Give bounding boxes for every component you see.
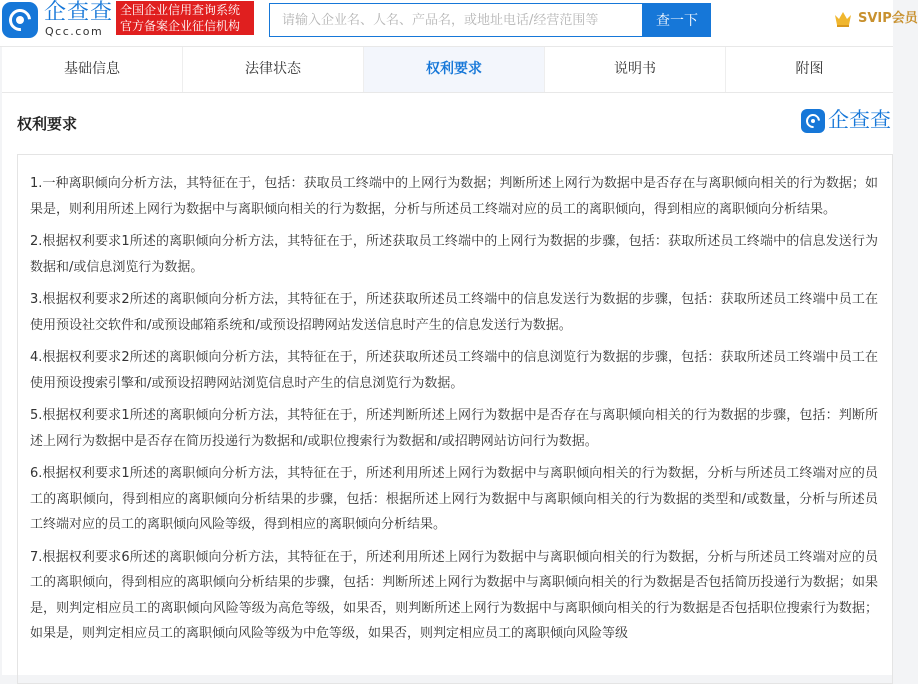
claim-item: 1.一种离职倾向分析方法，其特征在于，包括：获取员工终端中的上网行为数据；判断所述上网行为数据中是否存在与离职倾向相关的行为数据；如果是，则利用所述上网行为数据中与离职倾向相关的行为数据，分析与所述员工终端对应的员工的离职倾向，得到相应的离职倾向分析结果。 — [30, 176, 878, 217]
svip-link[interactable]: SVIP会员 — [858, 11, 918, 26]
claims-panel — [2, 93, 893, 675]
watermark-text: 企查查 — [828, 108, 891, 132]
search-input[interactable] — [269, 3, 643, 37]
qcc-logo-icon[interactable] — [2, 2, 38, 38]
slogan-badge — [116, 1, 254, 35]
search-button[interactable]: 查一下 — [643, 3, 711, 37]
slogan-line-1: 全国企业信用查询系统 — [120, 3, 241, 17]
top-header — [0, 0, 918, 47]
section-title: 权利要求 — [17, 115, 78, 133]
tab-drawings[interactable]: 附图 — [795, 61, 824, 77]
crown-icon[interactable] — [834, 11, 852, 27]
claim-item: 4.根据权利要求2所述的离职倾向分析方法，其特征在于，所述获取所述员工终端中的信息浏览行为数据的步骤，包括：获取所述员工终端中员工在使用预设搜索引擎和/或预设招聘网站浏览信息时产生的信息浏览行为数据。 — [30, 350, 878, 391]
tab-description[interactable]: 说明书 — [545, 47, 726, 92]
qcc-watermark-icon — [801, 109, 825, 133]
claim-item: 3.根据权利要求2所述的离职倾向分析方法，其特征在于，所述获取所述员工终端中的信息发送行为数据的步骤，包括：获取所述员工终端中员工在使用预设社交软件和/或预设邮箱系统和/或预设招聘网站发送信息时产生的信息发送行为数据。 — [30, 292, 878, 333]
claim-item: 7.根据权利要求6所述的离职倾向分析方法，其特征在于，所述利用所述上网行为数据中与离职倾向相关的行为数据，分析与所述员工终端对应的员工的离职倾向，得到相应的离职倾向分析结果的步骤，包括：判断所述上网行为数据中与离职倾向相关的行为数据是否包括简历投递行为数据；如果是，则判定相应员工的离职倾向风险等级为高危等级，如果否，则判断所述上网行为数据中与离职倾向相关的行为数据是否包括职位搜索行为数据；如果是，则判定相应员工的离职倾向风险等级为中危等级，如果否，则判定相应员工的离职倾向风险等级 — [30, 549, 878, 641]
claim-item: 5.根据权利要求1所述的离职倾向分析方法，其特征在于，所述判断所述上网行为数据中是否存在与离职倾向相关的行为数据的步骤，包括：判断所述上网行为数据中是否存在简历投递行为数据和/或职位搜索行为数据和/或招聘网站访问行为数据。 — [30, 408, 878, 449]
tab-claims[interactable]: 权利要求 — [364, 47, 545, 92]
claim-item: 2.根据权利要求1所述的离职倾向分析方法，其特征在于，所述获取员工终端中的上网行为数据的步骤，包括：获取所述员工终端中的信息发送行为数据和/或信息浏览行为数据。 — [30, 234, 878, 275]
patent-tabs — [2, 47, 893, 93]
tab-legal-status[interactable]: 法律状态 — [183, 47, 364, 92]
claim-item: 6.根据权利要求1所述的离职倾向分析方法，其特征在于，所述利用所述上网行为数据中与离职倾向相关的行为数据，分析与所述员工终端对应的员工的离职倾向，得到相应的离职倾向分析结果的步骤，包括：根据所述上网行为数据中与离职倾向相关的行为数据的类型和/或数量，分析与所述员工终端对应的员工的离职倾向风险等级，得到相应的离职倾向分析结果。 — [30, 466, 878, 532]
logo-domain[interactable]: Qcc.com — [45, 25, 104, 38]
logo-text[interactable]: 企查查 — [44, 0, 114, 25]
tab-basic-info[interactable]: 基础信息 — [2, 47, 183, 92]
claims-list — [17, 154, 893, 684]
slogan-line-2: 官方备案企业征信机构 — [120, 19, 241, 33]
